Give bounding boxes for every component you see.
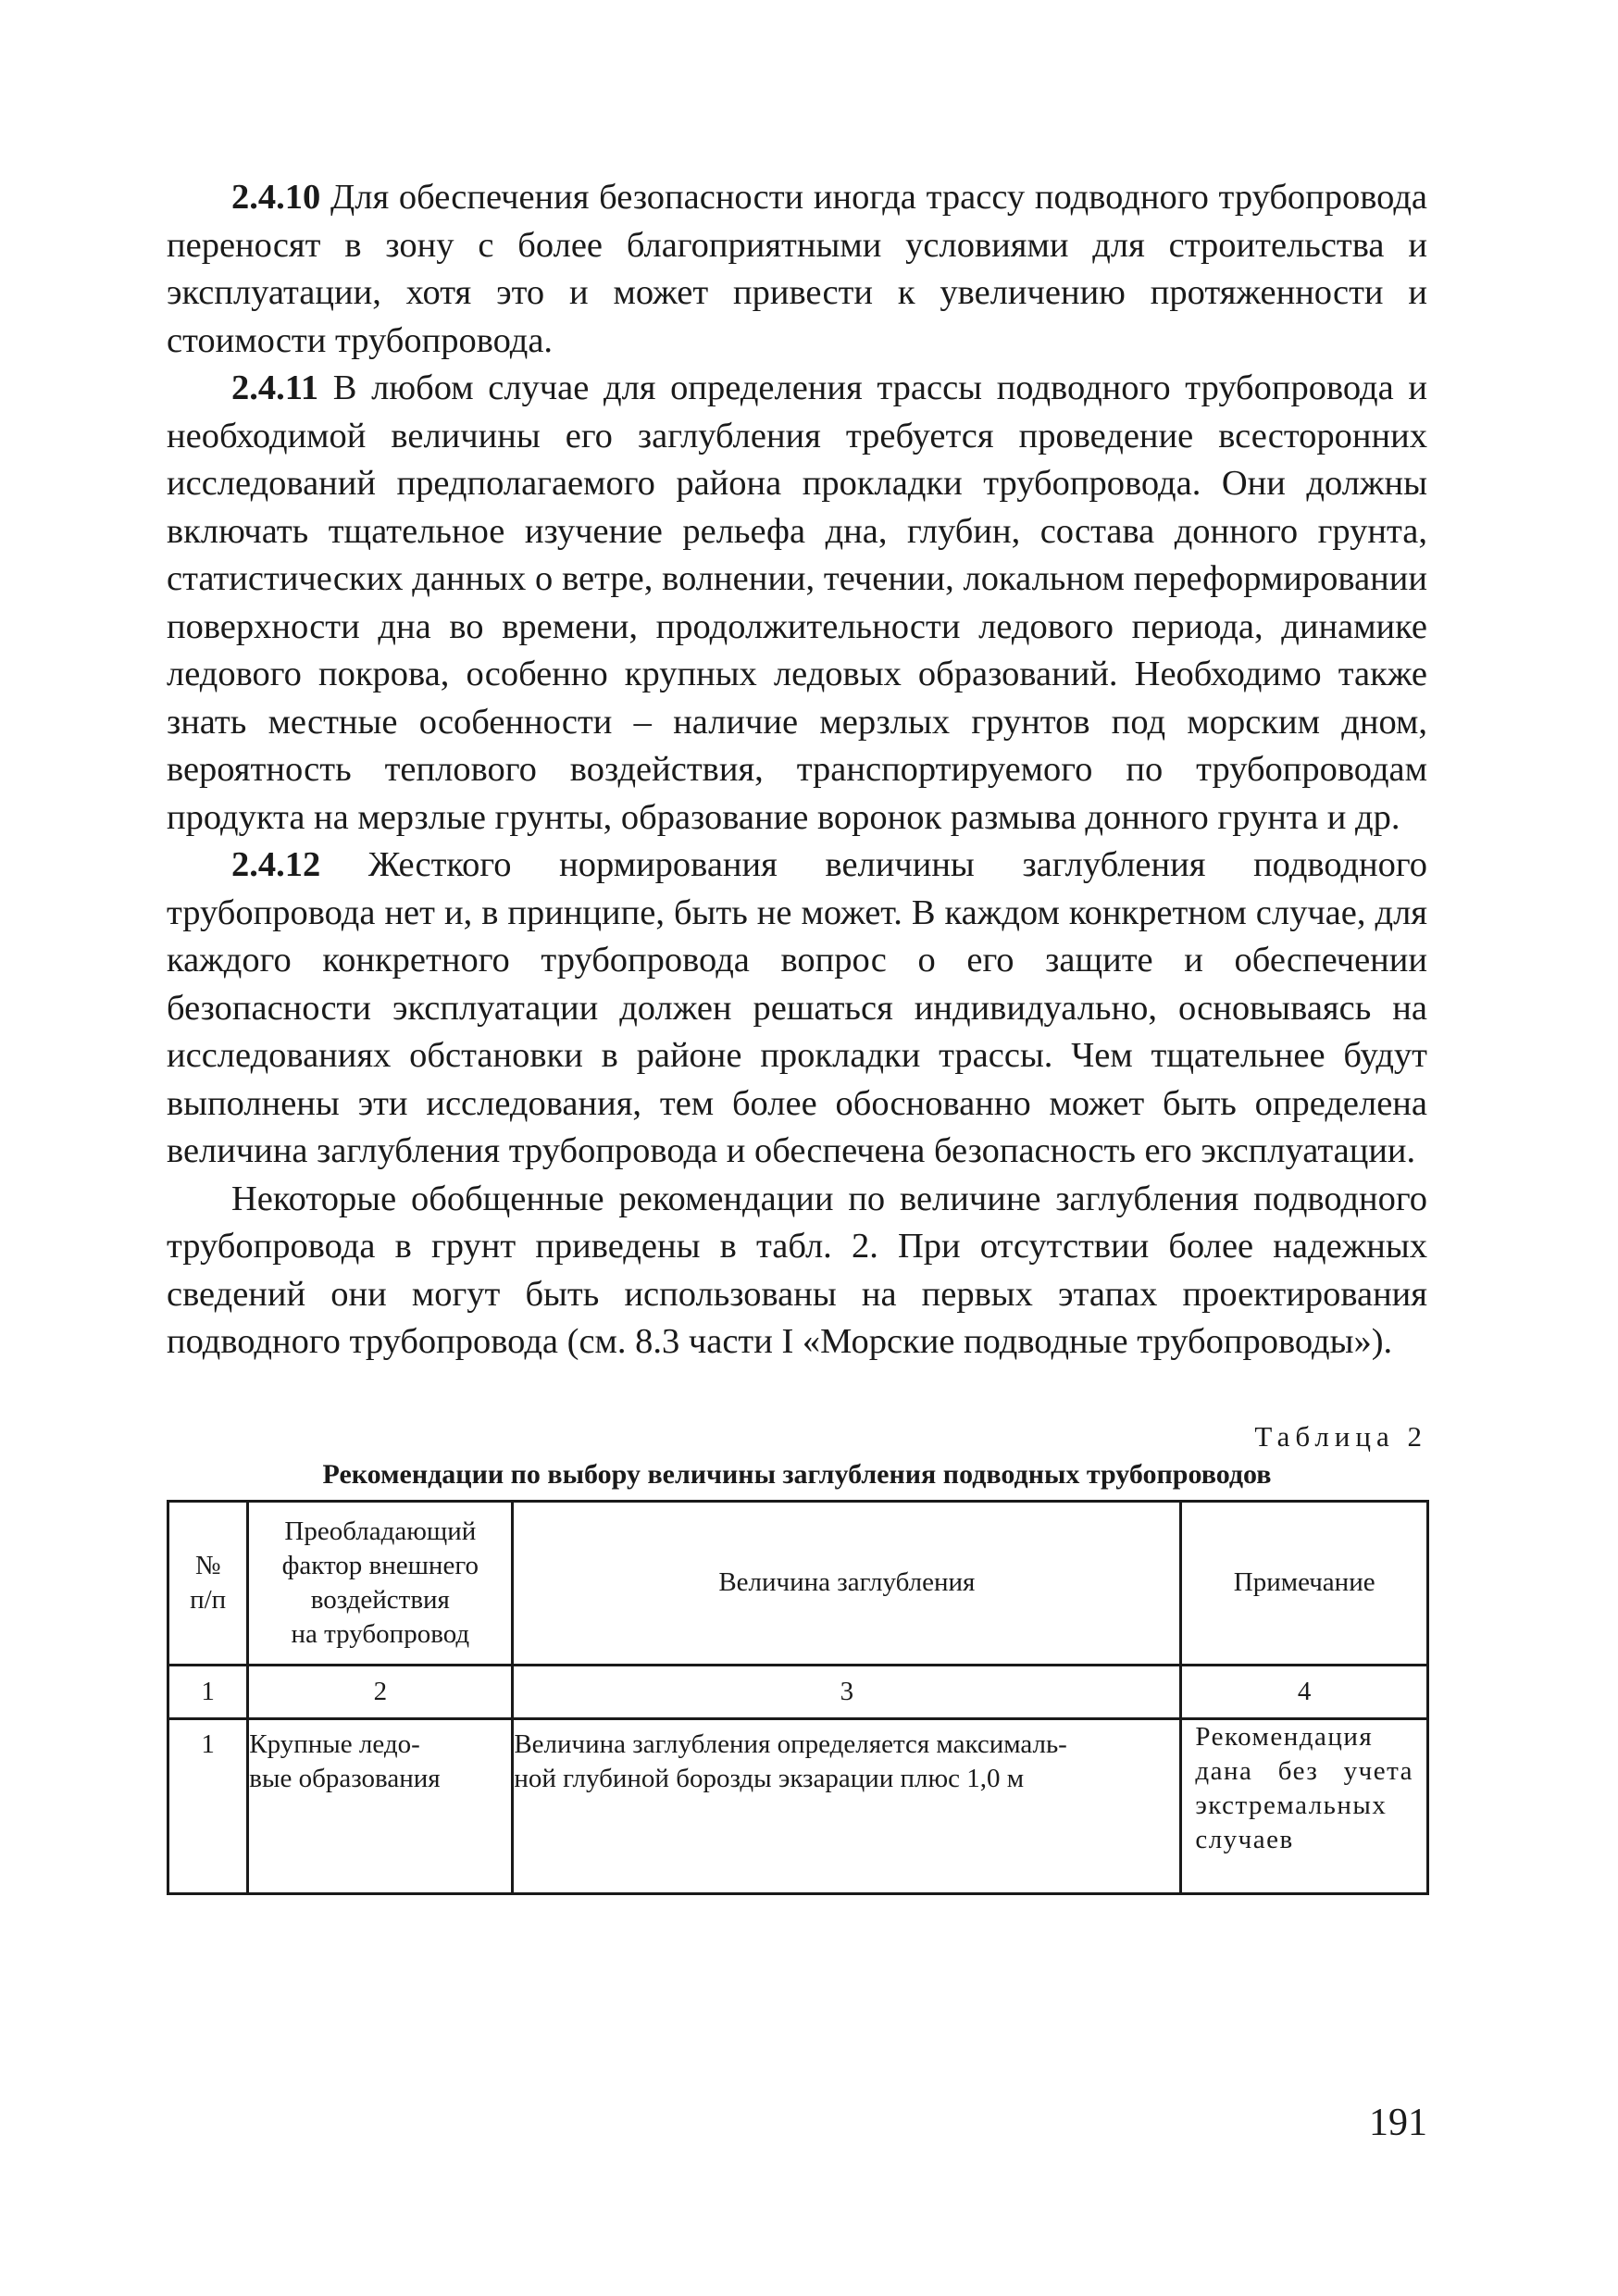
column-number: 2 — [248, 1665, 513, 1718]
paragraph-text: Некоторые обобщенные рекомендации по величине заглубления подводного трубопровода в грунт приведены в табл. 2. При отсутствии более надежных сведений они могут быть использованы на первых этапах проектирования подводного трубопровода (см. 8.3 части I «Морские подводные трубопроводы»). — [167, 1179, 1427, 1361]
paragraph-text: Для обеспечения безопасности иногда трассу подводного трубопровода переносят в зону с более благоприятными условиями для строительства и эксплуатации, хотя это и может привести к увеличению протяженности и стоимости трубопровода. — [167, 178, 1427, 360]
header-line: фактор внешнего — [281, 1550, 479, 1580]
table-label: Таблица 2 — [1254, 1419, 1427, 1453]
cell-line: ной глубиной борозды экзарации плюс 1,0 м — [514, 1763, 1025, 1793]
header-factor — [248, 1501, 513, 1665]
cell-line: вые образования — [249, 1763, 441, 1793]
paragraph-2-4-10 — [167, 174, 1427, 365]
header-number — [168, 1501, 248, 1665]
column-number: 3 — [513, 1665, 1181, 1718]
header-line: № — [194, 1550, 221, 1580]
header-line: на трубопровод — [291, 1618, 470, 1649]
column-number: 1 — [168, 1665, 248, 1718]
header-depth: Величина заглубления — [513, 1501, 1181, 1665]
header-note: Примечание — [1181, 1501, 1428, 1665]
table-title: Рекомендации по выбору величины заглубления подводных трубопроводов — [322, 1458, 1272, 1490]
section-number: 2.4.11 — [231, 368, 319, 407]
row-depth — [513, 1718, 1181, 1893]
paragraph-recommendations — [167, 1176, 1427, 1366]
recommendations-table — [167, 1500, 1429, 1895]
page-number: 191 — [1369, 2102, 1427, 2144]
row-note: Рекомендация дана без учета экстремальных случаев — [1181, 1718, 1428, 1893]
section-number: 2.4.10 — [231, 178, 321, 217]
paragraph-2-4-11 — [167, 365, 1427, 842]
paragraph-2-4-12 — [167, 842, 1427, 1176]
cell-line: Крупные ледо- — [249, 1728, 420, 1759]
header-line: воздействия — [310, 1584, 450, 1615]
header-line: Преобладающий — [284, 1516, 477, 1546]
table-column-numbers-row — [168, 1665, 1428, 1718]
cell-line: Величина заглубления определяется максималь- — [514, 1728, 1067, 1759]
paragraph-text: Жесткого нормирования величины заглубления подводного трубопровода нет и, в принципе, быть не может. В каждом конкретном случае, для каждого конкретного трубопровода вопрос о его защите и обеспечении безопасности эксплуатации должен решаться индивидуально, основываясь на исследованиях обстановки в районе прокладки трассы. Чем тщательнее будут выполнены эти исследования, тем более обоснованно может быть определена величина заглубления трубопровода и обеспечена безопасность его эксплуатации. — [167, 845, 1427, 1170]
table-row — [168, 1718, 1428, 1893]
header-line: п/п — [190, 1584, 227, 1615]
row-factor — [248, 1718, 513, 1893]
document-page — [167, 174, 1427, 1895]
section-number: 2.4.12 — [231, 845, 321, 884]
row-number: 1 — [168, 1718, 248, 1893]
table-header-row — [168, 1501, 1428, 1665]
paragraph-text: В любом случае для определения трассы подводного трубопровода и необходимой величины его заглубления требуется проведение всесторонних исследований предполагаемого района прокладки трубопровода. Они должны включать тщательное изучение рельефа дна, глубин, состава донного грунта, статистических данных о ветре, волнении, течении, локальном переформировании поверхности дна во времени, продолжительности ледового периода, динамике ледового покрова, особенно крупных ледовых образований. Необходимо также знать местные особенности – наличие мерзлых грунтов под морским дном, вероятность теплового воздействия, транспортируемого по трубопроводам продукта на мерзлые грунты, образование воронок размыва донного грунта и др. — [167, 368, 1427, 837]
column-number: 4 — [1181, 1665, 1428, 1718]
